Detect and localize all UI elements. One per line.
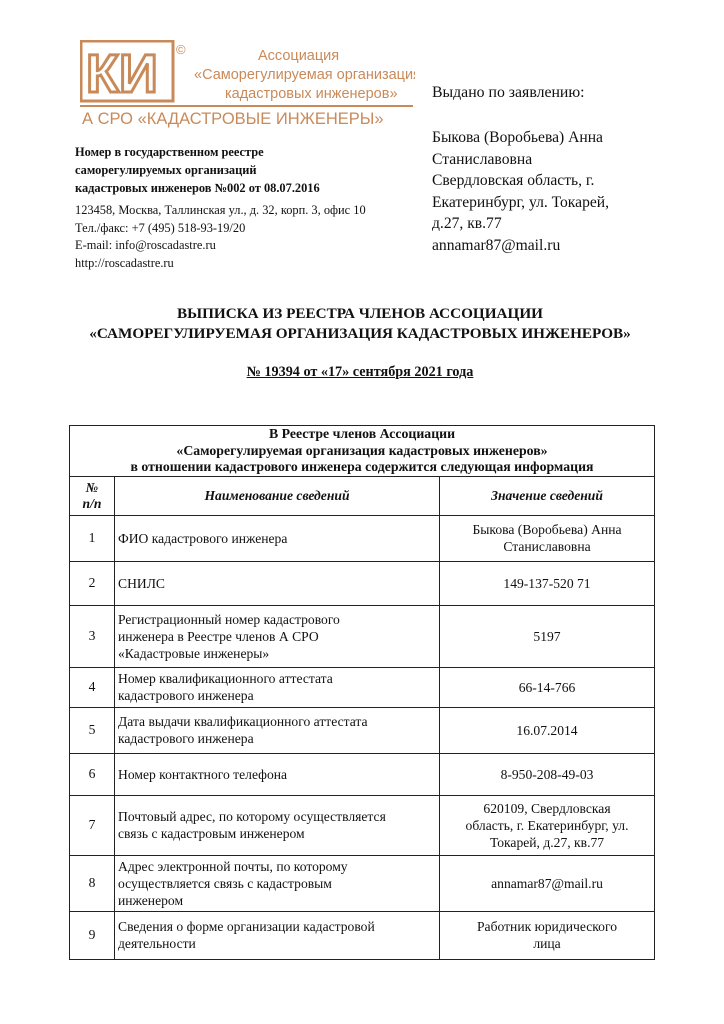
registration-line-1: Номер в государственном реестре xyxy=(75,145,264,159)
row-field-name xyxy=(115,753,440,795)
row-field-name xyxy=(115,707,440,753)
caption-line-3: в отношении кадастрового инженера содержится следующая информация xyxy=(130,459,594,474)
field-name-line: кадастрового инженера xyxy=(118,731,254,746)
document-number xyxy=(60,364,660,381)
applicant-address-3: д.27, кв.77 xyxy=(432,215,502,232)
contact-phone: Тел./факс: +7 (495) 518-93-19/20 xyxy=(75,220,246,235)
logo-banner: А СРО «КАДАСТРОВЫЕ ИНЖЕНЕРЫ» xyxy=(82,110,384,128)
table-row xyxy=(70,561,655,605)
table-row xyxy=(70,911,655,959)
applicant-email: annamar87@mail.ru xyxy=(432,236,561,254)
header-number-line-1: № xyxy=(85,479,99,495)
row-field-name xyxy=(115,605,440,667)
field-value-line: Быкова (Воробьева) Анна xyxy=(472,522,622,537)
document-title xyxy=(60,304,660,344)
row-field-value xyxy=(440,667,655,707)
table-row xyxy=(70,605,655,667)
registry-table xyxy=(69,425,655,960)
association-logo xyxy=(80,40,415,132)
table-row xyxy=(70,795,655,855)
row-number: 4 xyxy=(70,667,115,707)
field-name-line: Адрес электронной почты, по которому xyxy=(118,858,348,874)
row-field-name xyxy=(115,795,440,855)
applicant-block xyxy=(432,127,692,256)
logo-line-2: «Саморегулируемая организация xyxy=(194,67,415,83)
issued-label: Выдано по заявлению: xyxy=(432,84,585,101)
registration-line-3: кадастровых инженеров №002 от 08.07.2016 xyxy=(75,181,320,195)
row-field-name xyxy=(115,911,440,959)
contact-info xyxy=(75,202,405,272)
field-value-line: Токарей, д.27, кв.77 xyxy=(489,834,605,850)
applicant-name-2: Станиславовна xyxy=(432,150,533,168)
field-name-line: Номер квалификационного аттестата xyxy=(118,671,333,686)
row-field-value xyxy=(440,515,655,561)
contact-email: E-mail: info@roscadastre.ru xyxy=(75,238,216,252)
row-field-name xyxy=(115,515,440,561)
field-value-line: 5197 xyxy=(533,628,561,644)
table-body xyxy=(70,515,655,959)
contact-address: 123458, Москва, Таллинская ул., д. 32, корп. 3, офис 10 xyxy=(75,203,366,217)
field-value-line: 620109, Свердловская xyxy=(483,800,611,816)
field-name-line: Почтовый адрес, по которому осуществляется xyxy=(118,809,386,824)
row-number: 1 xyxy=(70,515,115,561)
field-value-line: область, г. Екатеринбург, ул. xyxy=(465,817,629,833)
header-number-line-2: п/п xyxy=(82,495,102,511)
row-field-value xyxy=(440,795,655,855)
registration-line-2: саморегулируемых организаций xyxy=(75,163,257,177)
field-value-line: 8-950-208-49-03 xyxy=(500,766,594,782)
caption-line-1: В Реестре членов Ассоциации xyxy=(268,426,456,441)
field-value-line: лица xyxy=(533,936,561,951)
table-row xyxy=(70,515,655,561)
title-line-1: ВЫПИСКА ИЗ РЕЕСТРА ЧЛЕНОВ АССОЦИАЦИИ xyxy=(177,305,543,322)
field-value-line: Работник юридического xyxy=(476,919,618,934)
applicant-address-2: Екатеринбург, ул. Токарей, xyxy=(432,193,610,211)
table-row xyxy=(70,667,655,707)
field-name-line: Номер контактного телефона xyxy=(118,766,288,782)
row-field-value xyxy=(440,911,655,959)
field-name-line: СНИЛС xyxy=(118,575,165,591)
logo-letters: КИ xyxy=(86,44,158,104)
table-header-row xyxy=(70,476,655,515)
field-name-line: осуществляется связь с кадастровым xyxy=(118,875,332,891)
field-name-line: Сведения о форме организации кадастровой xyxy=(118,919,375,934)
table-caption-row xyxy=(70,426,655,477)
contact-site: http://roscadastre.ru xyxy=(75,255,174,270)
field-name-line: Дата выдачи квалификационного аттестата xyxy=(118,714,368,729)
row-field-name xyxy=(115,561,440,605)
field-value-line: 16.07.2014 xyxy=(516,722,578,738)
field-name-line: Регистрационный номер кадастрового xyxy=(118,611,340,627)
row-number: 7 xyxy=(70,795,115,855)
row-field-name xyxy=(115,855,440,911)
field-name-line: связь с кадастровым инженером xyxy=(118,826,305,841)
row-field-value xyxy=(440,855,655,911)
header-name: Наименование сведений xyxy=(115,476,440,515)
row-field-value xyxy=(440,605,655,667)
copyright-symbol: © xyxy=(176,42,186,57)
row-number: 8 xyxy=(70,855,115,911)
field-name-line: инженера в Реестре членов А СРО xyxy=(118,628,319,644)
logo-line-3: кадастровых инженеров» xyxy=(225,86,398,102)
row-field-value xyxy=(440,561,655,605)
row-number: 2 xyxy=(70,561,115,605)
field-value-line: Станиславовна xyxy=(503,539,591,554)
row-field-value xyxy=(440,753,655,795)
field-name-line: деятельности xyxy=(118,936,196,951)
field-name-line: ФИО кадастрового инженера xyxy=(118,530,288,546)
field-value-line: 149-137-520 71 xyxy=(503,575,591,591)
header-number xyxy=(70,476,115,515)
table-row xyxy=(70,707,655,753)
field-name-line: кадастрового инженера xyxy=(118,688,254,703)
row-number: 3 xyxy=(70,605,115,667)
applicant-address-1: Свердловская область, г. xyxy=(432,172,595,189)
field-name-line: инженером xyxy=(118,892,184,908)
document-number-text: № 19394 от «17» сентября 2021 года xyxy=(246,364,474,380)
table-row xyxy=(70,753,655,795)
row-number: 6 xyxy=(70,753,115,795)
row-number: 9 xyxy=(70,911,115,959)
field-value-line: 66-14-766 xyxy=(518,679,576,695)
field-value-line: annamar87@mail.ru xyxy=(491,875,603,891)
applicant-name-1: Быкова (Воробьева) Анна xyxy=(432,129,603,146)
table-row xyxy=(70,855,655,911)
table-caption xyxy=(70,426,655,477)
field-name-line: «Кадастровые инженеры» xyxy=(118,645,270,661)
title-line-2: «САМОРЕГУЛИРУЕМАЯ ОРГАНИЗАЦИЯ КАДАСТРОВЫХ ИНЖЕНЕРОВ» xyxy=(89,325,631,342)
header-value: Значение сведений xyxy=(440,476,655,515)
row-field-value xyxy=(440,707,655,753)
logo-line-1: Ассоциация xyxy=(258,48,340,64)
logo-graphic xyxy=(80,40,415,132)
caption-line-2: «Саморегулируемая организация кадастровых инженеров» xyxy=(176,442,548,458)
row-field-name xyxy=(115,667,440,707)
row-number: 5 xyxy=(70,707,115,753)
registration-info xyxy=(75,143,405,197)
